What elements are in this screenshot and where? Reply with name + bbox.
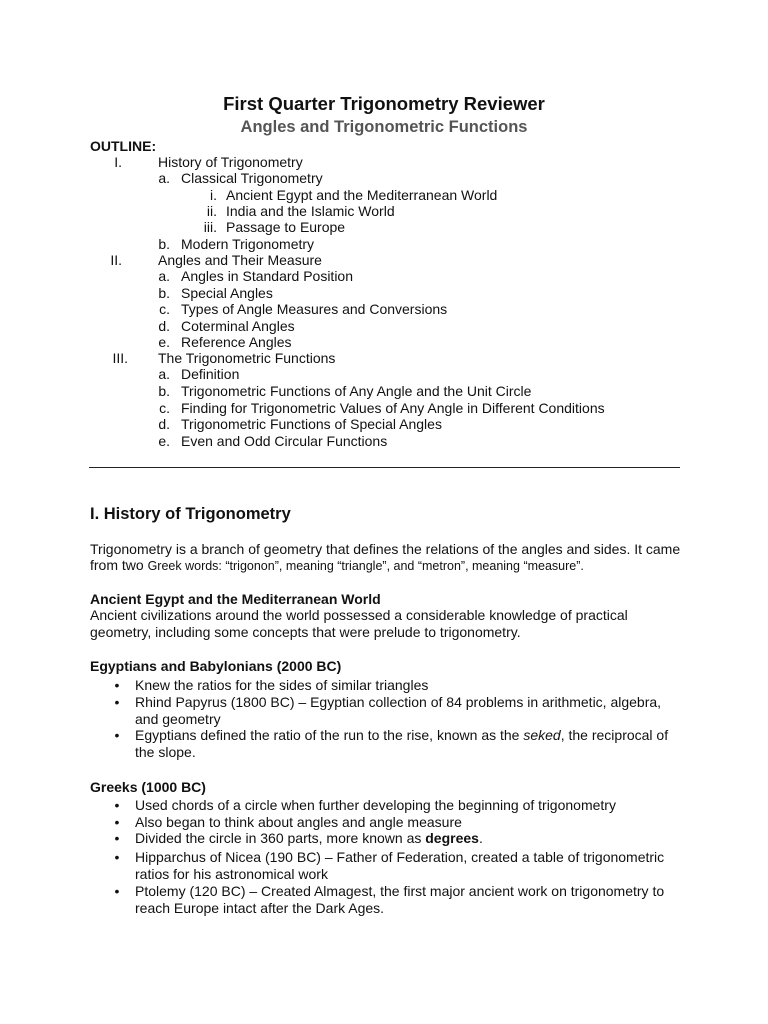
outline-item: Even and Odd Circular Functions	[181, 433, 388, 449]
intro-text: from two	[90, 557, 148, 573]
outline-number: I.	[114, 154, 122, 170]
seked-term: seked	[523, 727, 561, 743]
bullet-icon: •	[114, 677, 120, 693]
outline-item: Passage to Europe	[226, 219, 346, 235]
bullet-icon: •	[114, 797, 120, 813]
outline-number: b.	[158, 236, 170, 252]
list-item: Rhind Papyrus (1800 BC) – Egyptian collection of 84 problems in arithmetic, algebra, and geometry	[135, 694, 662, 727]
list-item: Hipparchus of Nicea (190 BC) – Father of Federation, created a table of trigonometric ratios for his astronomical work	[135, 849, 665, 882]
egypt-paragraph: Ancient civilizations around the world possessed a considerable knowledge of practical geometry, including some concepts that were prelude to trigonometry.	[90, 607, 628, 640]
subsection-heading-greeks: Greeks (1000 BC)	[90, 779, 206, 795]
list-item: Used chords of a circle when further developing the beginning of trigonometry	[135, 797, 616, 813]
outline-item: Finding for Trigonometric Values of Any Angle in Different Conditions	[181, 400, 605, 416]
outline-number: ii.	[206, 203, 217, 219]
bullet-icon: •	[114, 883, 120, 899]
outline-item: Trigonometric Functions of Any Angle and the Unit Circle	[181, 383, 532, 399]
outline-item: Classical Trigonometry	[181, 170, 323, 186]
outline-number: d.	[158, 318, 170, 334]
degrees-term: degrees	[425, 830, 479, 846]
list-item-text: .	[478, 830, 483, 846]
document-subtitle: Angles and Trigonometric Functions	[240, 118, 528, 136]
subsection-heading-egypt: Ancient Egypt and the Mediterranean World	[90, 591, 381, 607]
intro-paragraph-line-1: Trigonometry is a branch of geometry that defines the relations of the angles and sides. It came	[90, 541, 681, 557]
outline-item: Definition	[181, 366, 240, 382]
bullet-icon: •	[114, 814, 120, 830]
outline-item: The Trigonometric Functions	[158, 350, 336, 366]
list-item	[135, 727, 680, 760]
outline-number: iii.	[203, 219, 217, 235]
list-item-text: Divided the circle in 360 parts, more known as	[135, 830, 426, 846]
list-item: Knew the ratios for the sides of similar triangles	[135, 677, 429, 693]
outline-number: e.	[158, 433, 170, 449]
outline-number: c.	[159, 400, 170, 416]
outline-number: b.	[158, 285, 170, 301]
bullet-icon: •	[114, 849, 120, 865]
document-title: First Quarter Trigonometry Reviewer	[223, 93, 545, 114]
outline-number: II.	[110, 252, 122, 268]
outline-item: Angles in Standard Position	[181, 268, 353, 284]
outline-item: Types of Angle Measures and Conversions	[181, 301, 448, 317]
outline-item: Reference Angles	[181, 334, 292, 350]
outline-number: a.	[158, 366, 170, 382]
list-item	[135, 830, 680, 847]
list-item: Ptolemy (120 BC) – Created Almagest, the first major ancient work on trigonometry to reach Europe intact after the Dark Ages.	[135, 883, 665, 916]
outline-number: c.	[159, 301, 170, 317]
list-item-text: Egyptians defined the ratio of the run to the rise, known as the	[135, 727, 524, 743]
subsection-heading-babylonians: Egyptians and Babylonians (2000 BC)	[90, 658, 342, 674]
outline-item: History of Trigonometry	[158, 154, 303, 170]
outline-item: Special Angles	[181, 285, 273, 301]
list-item-text: , the reciprocal of the slope.	[135, 727, 669, 760]
outline-item: Trigonometric Functions of Special Angles	[181, 416, 442, 432]
bullet-icon: •	[114, 727, 120, 743]
greek-words-text: Greek words: “trigonon”, meaning “triangle”, and “metron”, meaning “measure”.	[147, 559, 584, 573]
bullet-icon: •	[114, 694, 120, 710]
outline-item: India and the Islamic World	[226, 203, 395, 219]
outline-number: a.	[158, 268, 170, 284]
intro-paragraph-line-2	[90, 557, 584, 575]
outline-number: III.	[112, 350, 128, 366]
bullet-icon: •	[114, 830, 120, 846]
outline-number: i.	[210, 187, 217, 203]
outline-number: a.	[158, 170, 170, 186]
outline-number: d.	[158, 416, 170, 432]
outline-item: Modern Trigonometry	[181, 236, 315, 252]
outline-item: Angles and Their Measure	[158, 252, 322, 268]
outline-item: Ancient Egypt and the Mediterranean World	[226, 187, 498, 203]
outline-heading: OUTLINE:	[90, 138, 157, 154]
list-item: Also began to think about angles and angle measure	[135, 814, 462, 830]
outline-number: e.	[158, 334, 170, 350]
section-heading: I. History of Trigonometry	[90, 505, 291, 523]
horizontal-divider	[89, 467, 680, 468]
outline-item: Coterminal Angles	[181, 318, 295, 334]
outline-number: b.	[158, 383, 170, 399]
